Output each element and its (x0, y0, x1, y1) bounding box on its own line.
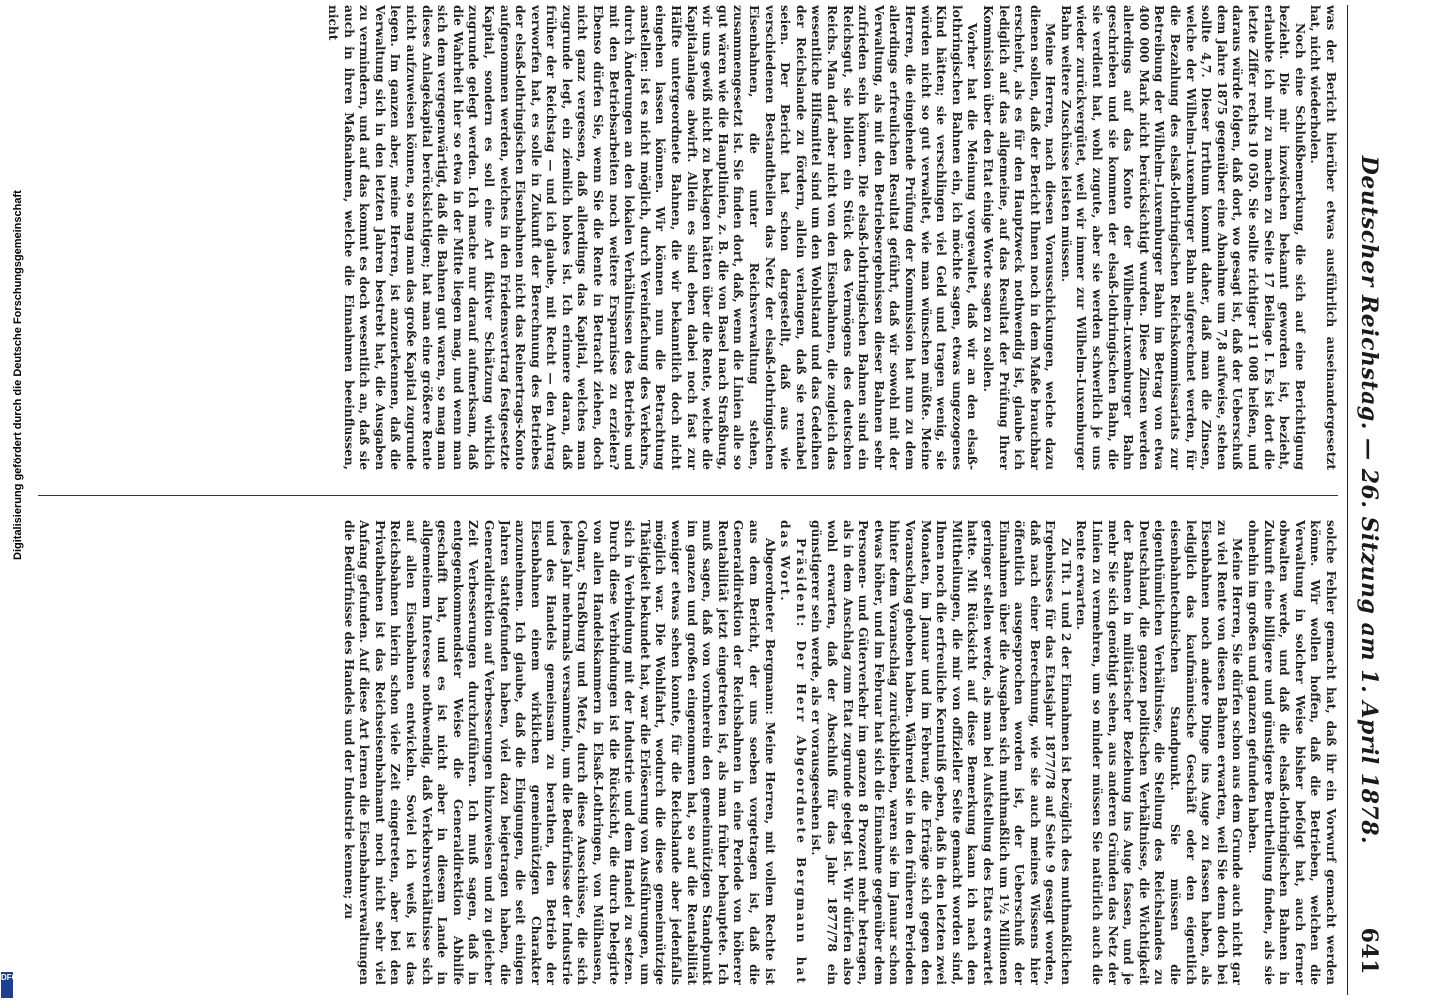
column-divider (38, 495, 1338, 496)
rotated-document-page (26, 5, 1386, 995)
paragraph: was der Bericht hierüber etwas ausführlich auseinandergesetzt hat, nicht wiederholen. (1308, 5, 1338, 470)
paragraph: Meine Herren, nach diesen Vorausschickungen, welche dazu dienen sollen, daß der Bericht Ihnen noch in dem Maße brauchbar erscheint, als es für den Hauptzweck nothwendig ist, glaube ich lediglich auf das allgemeine, auf das Resultat der Prüfung Ihrer Kommission über den Etat einige Worte sagen zu sollen. (980, 5, 1058, 470)
digitization-credit-strip (0, 0, 24, 1000)
paragraph: Abgeordneter Bergmann: Meine Herren, mit vollem Rechte ist aus dem Bericht, der uns soeben vorgetragen ist, daß die Generaldirektion der Reichsbahnen in eine Periode von höherer Rentabilität jetzt eingetreten ist, als man früher behauptete. Ich muß sagen, daß von vornherein den gemeinnützigen Standpunkt im ganzen und großen eingenommen hat, so auf die Rentabilität weniger etwas sehen konnte, für die Reichslande aber jedenfalls möglich war. Die Wohlfahrt, wodurch die diese gemeinnützige Thätigkeit bekundet hat, war die Erlöserung von Ausführungen, um sich in Verbindung mit der Industrie und dem Handel zu setzen. Durch diese Verbindungen ist die Rücksicht, die durch Delegirte von allen Handelskammern in Elsaß-Lothringen, von Mülhausen, Colmar, Straßburg und Metz, durch diese Ausschüsse, die sich jedes Jahr mehrmals versammeln, um die Bedürfnisse der Industrie und des Handels gemeinsam zu berathen, den Betrieb der Eisenbahnen einem wirklichen gemeinnützigen Charakter anzunehmen. Ich glaube, daß die Einigungen, die seit einigen Jahren stattgefunden haben, viel dazu beigetragen haben, die Generaldirektion auf Verbesserungen hinzuweisen und zu gleicher Zeit Verbesserungen durchzuführen. Ich muß sagen, daß in entgegenkommendster Weise die Generaldirektion Abhilfe geschafft hat, und es ist nicht aber in diesem Lande in allgemeinem Interesse nothwendig, daß Verkehrsverhältnisse sich auf allen Eisenbahnen entwickeln. Soviel ich weiß, ist das Reichsbahnen hierin schon viele Zeit eingetreten, aber bei den Privatbahnen ist das Reichseisenbahnamt noch nicht sehr viel Anfang gefunden. Auf diese Art lernen die Eisenbahnverwaltungen die Bedürfnisse des Handels und der Industrie kennen; zu (341, 520, 777, 985)
credit-text: Digitalisierung gefördert durch die Deutsche Forschungsgemeinschaft (12, 190, 24, 560)
running-title: Deutscher Reichstag. — 26. Sitzung am 1. April 1878. (1356, 155, 1382, 845)
right-column (38, 520, 1338, 985)
paragraph: Zu Tit. 1 und 2 der Einnahmen ist bezüglich des muthmaßlichen Ergebnisses für das Etatsjahr 1877/78 auf Seite 9 gesagt worden, daß nach einer Berechnung, wie sie auch meines Wissens hier öffentlich ausgesprochen worden ist, der Ueberschuß der Einnahmen über die Ausgaben sich muthmaßlich um 1½ Millionen geringer stellen werde, als man bei Aufstellung des Etats erwartet hatte. Mit Rücksicht auf diese Bemerkung kann ich nach den Mittheilungen, die mir von offizieller Seite gemacht worden sind, Ihnen noch die erfreuliche Kenntniß geben, daß in den letzten zwei Monaten, im Januar und im Februar, die Erträge sich gegen den Voranschlag gehoben haben. Während sie in den früheren Perioden hinter dem Voranschlag zurückblieben, waren sie im Januar schon etwas höher, und im Februar hat sich die Einnahme gegenüber dem Personen- und Güterverkehr im ganzen 8 Prozent mehr betragen, als in dem Anschlag zum Etat zugrunde gelegt ist. Wir dürfen also wohl erwarten, daß der Abschluß für das Jahr 1877/78 ein günstigerer sein werde, als er vorausgesehen ist. (809, 520, 1073, 985)
left-column (38, 5, 1338, 470)
paragraph: Meine Herren, Sie dürfen schon aus dem Grunde auch nicht gar zu viel Rente von diesen Bahnen erwarten, weil Sie denn doch bei Eisenbahnen noch andere Dinge ins Auge zu fassen haben, als lediglich das kaufmännische Geschäft oder den eigentlich eisenbahntechnischen Standpunkt. Sie müssen die eigenthümlichen Verhältnisse, die Stellung des Reichslandes zu Deutschland, die ganzen politischen Verhältnisse, die Wichtigkeit der Bahnen in militärischer Beziehung ins Auge fassen, und je mehr Sie sich genöthigt sehen, aus anderen Gründen das Netz der Linien zu vermehren, um so minder müssen Sie natürlich auch die Rente erwarten. (1074, 520, 1245, 985)
paragraph: Vorher hat die Meinung vorgewaltet, daß wir an den elsaß-lothringischen Bahnen ein, ich möchte sagen, etwas ungezogenes Kind hätten; sie verschlingen viel Geld und tragen wenig, sie würden nicht so gut verwaltet, wie man wünschen müßte. Meine Herren, die eingehende Prüfung der Kommission hat nun zu dem allerdings erfreulichen Resultat geführt, daß wir sowohl mit der Verwaltung, als mit den Betriebsergebnissen dieser Bahnen sehr zufrieden sein können. Die elsaß-lothringischen Bahnen sind ein Reichsgut, sie bilden ein Stück des Vermögens des deutschen Reichs. Man darf aber nicht von den Eisenbahnen, die zugleich das wesentliche Hilfsmittel sind um den Wohlstand und das Gedeihen der Reichslande zu fördern, allein verlangen, daß sie rentabel seien. Der Bericht hat schon dargestellt, daß aus wie verschiedenen Bestandtheilen das Netz der elsaß-lothringischen Eisenbahnen, die unter Reichsverwaltung stehen, zusammengesetzt ist. Sie finden dort, daß, wenn die Linien alle so gut wären wie die Hauptlinien, z. B. die von Basel nach Straßburg, wir uns gewiß nicht zu beklagen hätten über die Rente, welche die Kapitalanlage abwirft. Allein es sind eben dabei noch fast zur Hälfte untergeordnete Bahnen, die wir bekanntlich doch nicht eingehen lassen können. Wir können nun die Betrachtung anstellen: ist es nicht möglich, durch Vereinfachung des Verkehrs, durch Änderungen an den lokalen Verhältnissen des Betriebs und mit den Betriebsarbeiten noch weitere Ersparnisse zu erzielen? Ebenso dürfen Sie, wenn Sie die Rente in Betracht ziehen, doch nicht ganz vergessen, daß allerdings das Kapital, welches man zugrunde legt, ein ziemlich hohes ist. Ich erinnere daran, daß früher der Reichstag — und ich glaube, mit Recht — den Antrag verworfen hat, es solle in Zukunft der Berechnung des Betriebes der elsaß-lothringischen Eisenbahnen nicht das Reinertrags-Konto aufgenommen werden, welches in den Friedensvertrag festgesetzte Kapital, sondern es soll eine Art fiktiver Schätzung wirklich zugrunde gelegt werden. Ich mache nur darauf aufmerksam, daß die Wahrheit hier so etwa in der Mitte liegen mag, und wenn man sich dem vergegenwärtigt, daß die Bahnen gut waren, so mag man dieses Anlagekapital berücksichtigen; hat man eine größere Rente nicht aufzuweisen können, so mag man das große Kapital zugrunde legen. Im ganzen aber, meine Herren, ist anzuerkennen, daß die Verwaltung sich in den letzten Jahren bestrebt hat, die Ausgaben zu vermindern, und auf das kommt es doch wesentlich an, daß sie auch in ihren Maßnahmen, welche die Einnahmen beeinflussen, nicht (326, 5, 980, 470)
page-number: 641 (1356, 927, 1382, 975)
page-header (1346, 5, 1386, 995)
paragraph-speaker: Präsident: Der Herr Abgeordnete Bergmann hat das Wort. (778, 520, 808, 985)
paragraph: Noch eine Schlußbemerkung, die sich auf eine Berichtigung bezieht. Die mir inzwischen bekannt geworden ist, bezieht, erlaubte ich mir zu machen zu Seite 17 Beilage I. Es ist dort die letzte Ziffer rechts 10 050. Sie sollte richtiger 11 008 heißen, und daraus würde folgen, daß dort, wo gesagt ist, daß der Ueberschuß dem Jahre 1875 gegenüber eine Abnahme um 7,8 aufweise, stehen sollte 4,7. Dieser Irrthum kommt daher, daß man die Zinsen, welche der Wilhelm-Luxemburger Bahn aufgerechnet werden, für die Bezahlung des elsaß-lothringischen Reichskommissariats zur Betreibung der Wilhelm-Luxemburger Bahn im Betrag von etwa 400 000 Mark nicht berücksichtigt wurden. Diese Zinsen werden allerdings auf das Konto der Wilhelm-Luxemburger Bahn geschrieben und sie kommen der elsaß-lothringischen Bahn, die sie verdient hat, wohl zugute, aber sie werden schwerlich je uns wieder zurückvergütet, weil wir immer zur Wilhelm-Luxemburger Bahn weitere Zuschüsse leisten müssen. (1058, 5, 1307, 470)
dfg-logo: DFG (1, 972, 13, 998)
header-rule (1347, 5, 1348, 995)
paragraph: solche Fehler gemacht hat, daß ihr ein Vorwurf gemacht werden könne. Wir wollen hoffen, daß die Betrieben, welchen die Verwaltung in solcher Weise bisher befolgt hat, auch ferner obwalten werde, und daß die elsaß-lothringischen Bahnen in Zukunft eine billigere und günstigere Beurtheilung finden, als sie ohnehin im großen und ganzen gefunden haben. (1246, 520, 1338, 985)
